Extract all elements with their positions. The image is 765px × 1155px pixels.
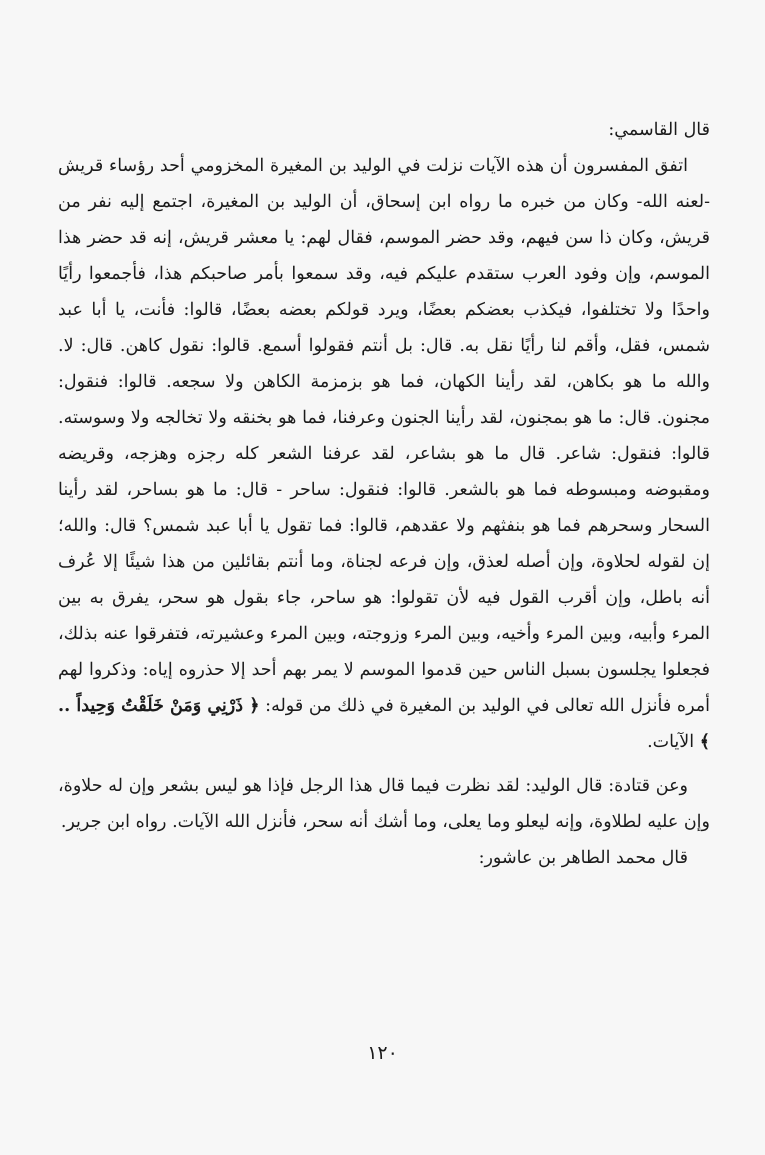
heading-ibn-ashur bbox=[58, 840, 710, 876]
heading-qasimi: قال القاسمي: bbox=[608, 120, 710, 140]
quran-verse: ﴿ ذَرْنِي وَمَنْ خَلَقْتُ وَحِيداً .. ﴾ bbox=[58, 696, 710, 752]
paragraph-qasimi-quote bbox=[58, 148, 710, 760]
page-content bbox=[58, 112, 710, 876]
paragraph-tail: الآيات. bbox=[647, 732, 695, 752]
paragraph-text: اتفق المفسرون أن هذه الآيات نزلت في الوليد بن المغيرة المخزومي أحد رؤساء قريش -لعنه الله- وكان من خبره ما رواه ابن إسحاق، أن الوليد بن المغيرة، اجتمع إليه نفر من قريش، وكان ذا سن فيهم، وقد حضر الموسم، فقال لهم: يا معشر قريش، إنه قد حضر هذا الموسم، وإن وفود العرب ستقدم عليكم فيه، وقد سمعوا بأمر صاحبكم هذا، فأجمعوا رأيًا واحدًا ولا تختلفوا، فيكذب بعضكم بعضًا، ويرد قولكم بعضه بعضًا، قالوا: فأنت، يا أبا عبد شمس، فقل، وأقم لنا رأيًا نقل به. قال: بل أنتم فقولوا أسمع. قالوا: نقول كاهن. قال: لا. والله ما هو بكاهن، لقد رأينا الكهان، فما هو بزمزمة الكاهن ولا سجعه. قالوا: فنقول: مجنون. قال: ما هو بمجنون، لقد رأينا الجنون وعرفنا، فما هو بخنقه ولا تخالجه ولا وسوسته. قالوا: فنقول: شاعر. قال ما هو بشاعر، لقد عرفنا الشعر كله رجزه وهزجه، وقريضه ومقبوضه ومبسوطه فما هو بالشعر. قالوا: فنقول: ساحر - قال: ما هو بساحر، لقد رأينا السحار وسحرهم فما هو بنفثهم ولا عقدهم، قالوا: فما تقول يا أبا عبد شمس؟ قال: والله؛ إن لقوله لحلاوة، وإن أصله لعذق، وإن فرعه لجناة، وما أنتم بقائلين من هذا شيئًا إلا عُرف أنه باطل، وإن أقرب القول فيه لأن تقولوا: هو ساحر، جاء بقول هو سحر، يفرق به بين المرء وأبيه، وبين المرء وأخيه، وبين المرء وزوجته، وبين المرء وعشيرته، فتفرقوا عنه بذلك، فجعلوا يجلسون بسبل الناس حين قدموا الموسم لا يمر بهم أحد إلا حذروه إياه: وذكروا لهم أمره فأنزل الله تعالى في الوليد بن المغيرة في ذلك من قوله: bbox=[58, 156, 710, 716]
paragraph-gap bbox=[58, 760, 710, 768]
heading-text: قال محمد الطاهر بن عاشور: bbox=[478, 848, 688, 868]
paragraph-text: وعن قتادة: قال الوليد: لقد نظرت فيما قال هذا الرجل فإذا هو ليس بشعر وإن له حلاوة، وإن عليه لطلاوة، وإنه ليعلو وما يعلى، وما أشك أنه سحر، فأنزل الله الآيات. رواه ابن جرير. bbox=[58, 776, 710, 832]
page-number: ١٢٠ bbox=[367, 1042, 398, 1064]
paragraph-qatada bbox=[58, 768, 710, 840]
